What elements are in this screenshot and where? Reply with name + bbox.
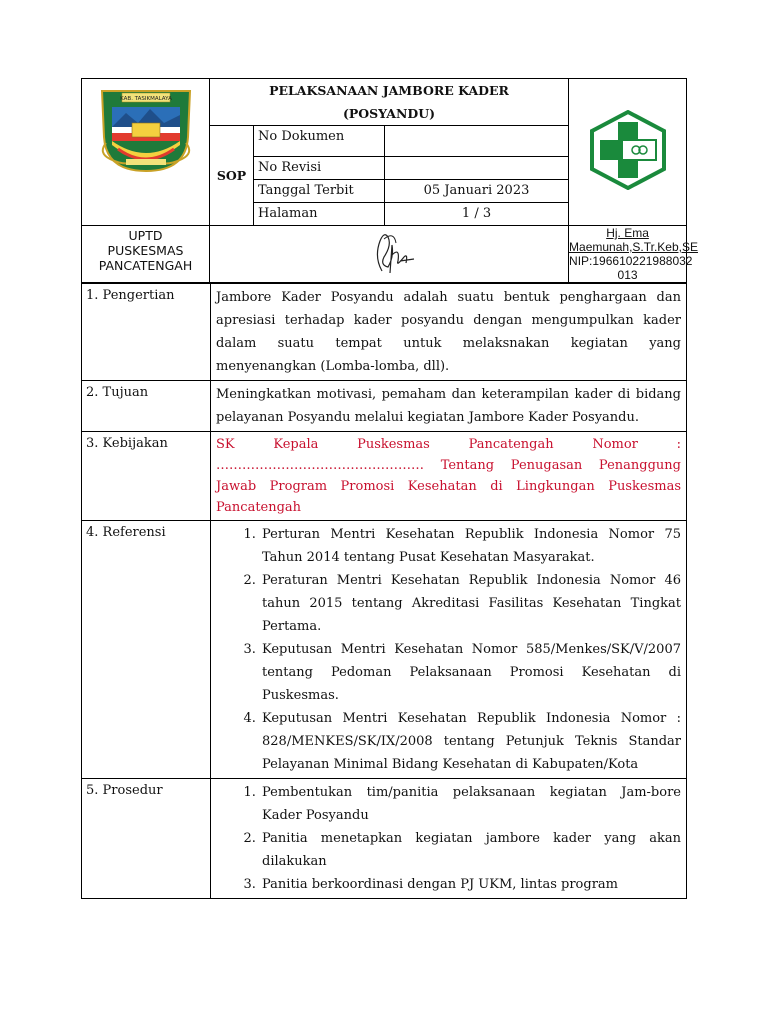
list-item: 3. Keputusan Mentri Kesehatan Nomor 585/Menkes/SK/V/2007 tentang Pedoman Pelaksanaan Promosi Kesehatan di Puskesmas. (260, 638, 681, 707)
signature-cell (210, 226, 569, 283)
meta-label-tanggal-terbit: Tanggal Terbit (254, 180, 385, 203)
section-label-pengertian: 1. Pengertian (82, 284, 211, 381)
puskesmas-logo-cell (569, 79, 687, 226)
meta-label-halaman: Halaman (254, 203, 385, 226)
list-item: 1. Perturan Mentri Kesehatan Republik Indonesia Nomor 75 Tahun 2014 tentang Pusat Kesehatan Masyarakat. (260, 523, 681, 569)
section-list-prosedur (211, 779, 687, 899)
sop-label: SOP (210, 126, 254, 226)
regency-logo-cell (82, 79, 210, 226)
sop-header-table (81, 78, 698, 283)
meta-value-no-revisi (385, 157, 569, 180)
officer-nip: NIP:196610221988032 013 (569, 254, 693, 282)
section-text-pengertian: Jambore Kader Posyandu adalah suatu bentuk penghargaan dan apresiasi terhadap kader posyandu dengan mengumpulkan kader dalam suatu tempat untuk melaksnakan kegiatan yang menyenangkan (Lomba-lomba, dll). (211, 284, 687, 381)
organization-line1: UPTD (128, 228, 163, 243)
meta-value-halaman: 1 / 3 (385, 203, 569, 226)
section-label-referensi: 4. Referensi (82, 521, 211, 779)
organization-line3: PANCATENGAH (98, 258, 193, 273)
section-row-prosedur (82, 779, 687, 899)
section-row-tujuan (82, 381, 687, 432)
officer-name: Hj. Ema Maemunah,S.Tr.Keb,SE (569, 226, 698, 254)
sop-body-table (81, 283, 687, 899)
organization-name (82, 226, 210, 283)
organization-line2: PUSKESMAS (107, 243, 184, 258)
list-item: 3. Panitia berkoordinasi dengan PJ UKM, lintas program (260, 873, 681, 896)
section-text-kebijakan: SK Kepala Puskesmas Pancatengah Nomor : ………………………………………… Tentang Penugasan Penanggung Jawab Program Promosi Kesehatan di Lingkungan Puskesmas Pancatengah (211, 432, 687, 521)
section-label-tujuan: 2. Tujuan (82, 381, 211, 432)
section-row-referensi (82, 521, 687, 779)
puskesmas-cross-logo-icon (588, 110, 668, 190)
meta-label-no-dokumen: No Dokumen (254, 126, 385, 157)
list-item: 2. Peraturan Mentri Kesehatan Republik Indonesia Nomor 46 tahun 2015 tentang Akreditasi Fasilitas Kesehatan Tingkat Pertama. (260, 569, 681, 638)
list-item: 2. Panitia menetapkan kegiatan jambore kader yang akan dilakukan (260, 827, 681, 873)
sop-document (81, 78, 698, 899)
section-label-prosedur: 5. Prosedur (82, 779, 211, 899)
section-row-pengertian (82, 284, 687, 381)
section-row-kebijakan (82, 432, 687, 521)
list-item: 4. Keputusan Mentri Kesehatan Republik Indonesia Nomor : 828/MENKES/SK/IX/2008 tentang Petunjuk Teknis Standar Pelayanan Minimal Bidang Kesehatan di Kabupaten/Kota (260, 707, 681, 776)
regency-logo-text: KAB. TASIKMALAYA (120, 96, 172, 102)
document-title-line1: PELAKSANAAN JAMBORE KADER (269, 83, 509, 98)
meta-value-no-dokumen (385, 126, 569, 157)
list-item: 1. Pembentukan tim/panitia pelaksanaan kegiatan Jam-bore Kader Posyandu (260, 781, 681, 827)
document-title-cell (210, 79, 569, 126)
officer-cell (569, 226, 698, 283)
meta-label-no-revisi: No Revisi (254, 157, 385, 180)
document-title-line2: (POSYANDU) (342, 106, 436, 121)
section-list-referensi (211, 521, 687, 779)
signature-image (354, 227, 424, 277)
meta-value-tanggal-terbit: 05 Januari 2023 (385, 180, 569, 203)
section-text-tujuan: Meningkatkan motivasi, pemaham dan keterampilan kader di bidang pelayanan Posyandu melalui kegiatan Jambore Kader Posyandu. (211, 381, 687, 432)
regency-emblem-icon (82, 79, 210, 221)
section-label-kebijakan: 3. Kebijakan (82, 432, 211, 521)
